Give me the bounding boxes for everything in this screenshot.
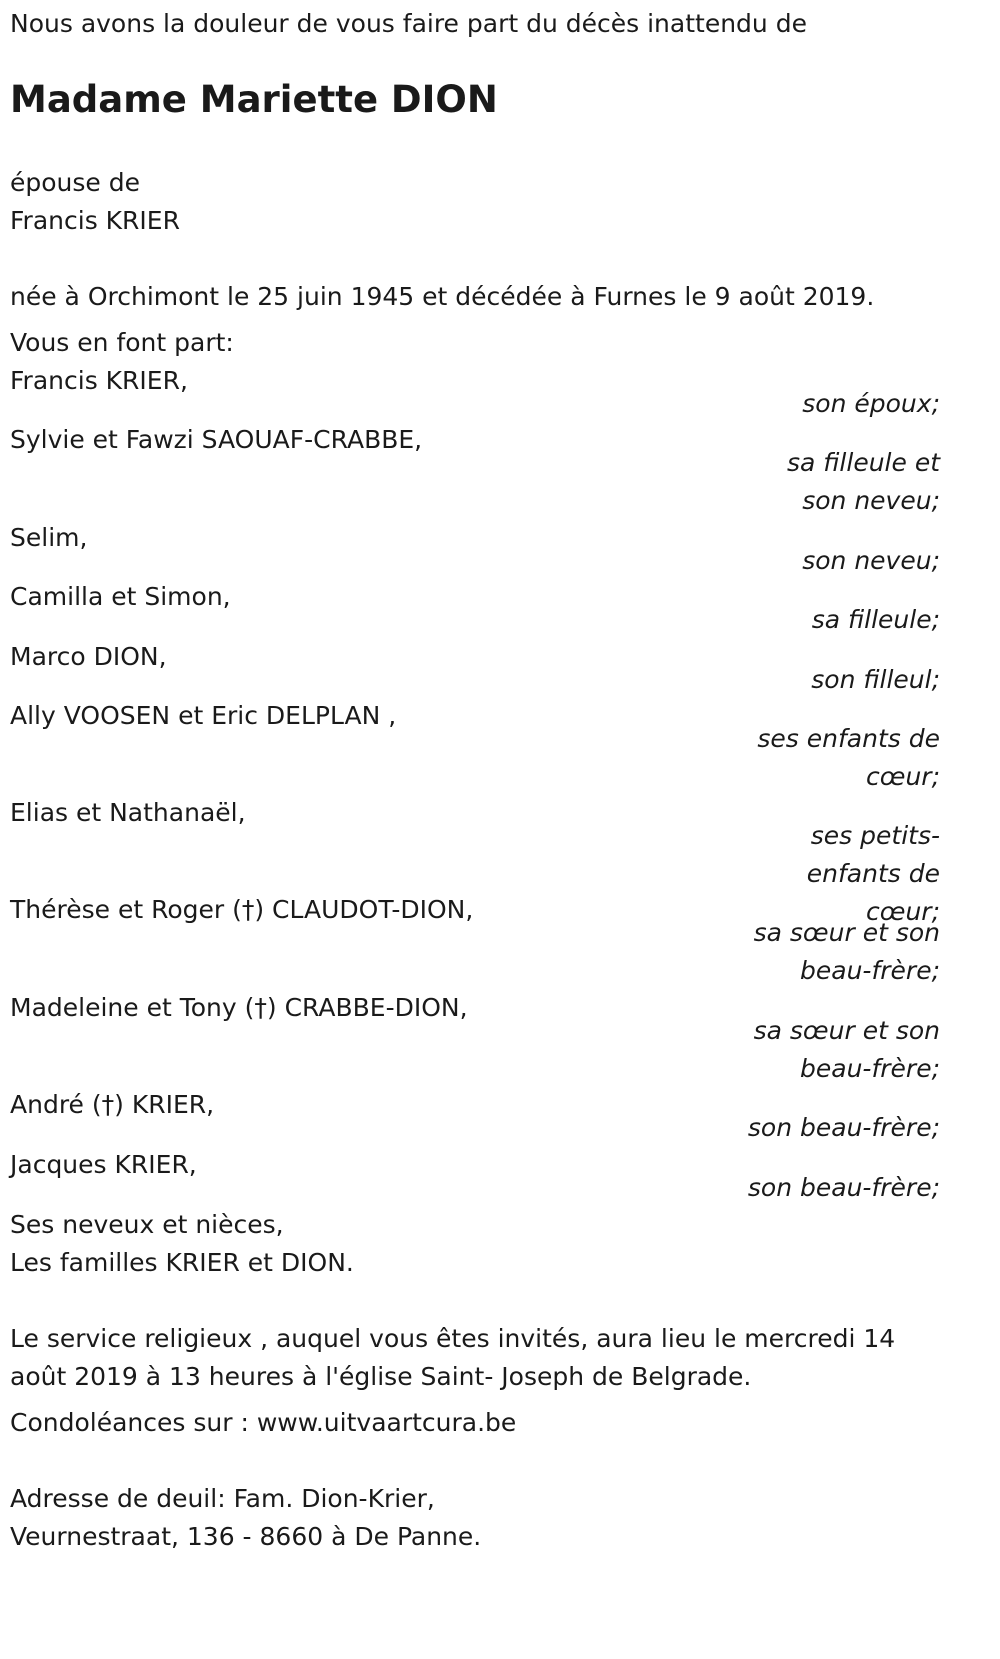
family-name: André (†) KRIER, — [10, 1090, 215, 1119]
family-entry — [10, 1146, 940, 1207]
nephews-nieces: Ses neveux et nièces, — [10, 1210, 284, 1239]
family-name: Sylvie et Fawzi SAOUAF-CRABBE, — [10, 425, 423, 454]
family-role: sa filleule; — [811, 605, 940, 634]
birth-death-line: née à Orchimont le 25 juin 1945 et décédée à Furnes le 9 août 2019. — [10, 282, 875, 311]
family-role: son neveu; — [802, 546, 940, 575]
family-role: ses enfants de cœur; — [757, 724, 940, 791]
mourning-address-line1: Adresse de deuil: Fam. Dion-Krier, — [10, 1484, 435, 1513]
family-entry — [10, 697, 940, 796]
service-info: Le service religieux , auquel vous êtes invités, aura lieu le mercredi 14 août 2019 à 13 heures à l'église Saint- Joseph de Belgrade. — [10, 1324, 896, 1391]
family-role: ses petits-enfants de cœur; — [806, 821, 940, 926]
family-role: sa sœur et son beau-frère; — [753, 1016, 940, 1083]
family-role: son filleul; — [811, 665, 940, 694]
family-name: Ally VOOSEN et Eric DELPLAN , — [10, 701, 397, 730]
family-entry — [10, 519, 940, 580]
family-name: Madeleine et Tony (†) CRABBE-DION, — [10, 993, 468, 1022]
spouse-label: épouse de — [10, 168, 140, 197]
family-entry — [10, 421, 940, 520]
condolences-line: Condoléances sur : www.uitvaartcura.be — [10, 1408, 517, 1437]
family-role: son beau-frère; — [747, 1173, 940, 1202]
spouse-name: Francis KRIER — [10, 206, 180, 235]
family-role: sa sœur et son beau-frère; — [753, 918, 940, 985]
mourning-address-line2: Veurnestraat, 136 - 8660 à De Panne. — [10, 1522, 482, 1551]
intro-text: Nous avons la douleur de vous faire part du décès inattendu de — [10, 9, 807, 38]
family-entry — [10, 989, 940, 1088]
family-name: Selim, — [10, 523, 88, 552]
deceased-name: Madame Mariette DION — [10, 78, 498, 121]
family-entry — [10, 638, 940, 699]
family-role: son époux; — [802, 389, 940, 418]
family-entry — [10, 362, 940, 423]
family-role: sa filleule et son neveu; — [786, 448, 940, 515]
family-entry — [10, 578, 940, 639]
family-entry — [10, 1086, 940, 1147]
family-name: Thérèse et Roger (†) CLAUDOT-DION, — [10, 895, 474, 924]
family-entry — [10, 891, 940, 990]
family-role: son beau-frère; — [747, 1113, 940, 1142]
family-name: Camilla et Simon, — [10, 582, 231, 611]
family-name: Elias et Nathanaël, — [10, 798, 246, 827]
family-name: Francis KRIER, — [10, 366, 188, 395]
family-name: Marco DION, — [10, 642, 167, 671]
family-name: Jacques KRIER, — [10, 1150, 197, 1179]
families-line: Les familles KRIER et DION. — [10, 1248, 354, 1277]
announcers-intro: Vous en font part: — [10, 328, 234, 357]
